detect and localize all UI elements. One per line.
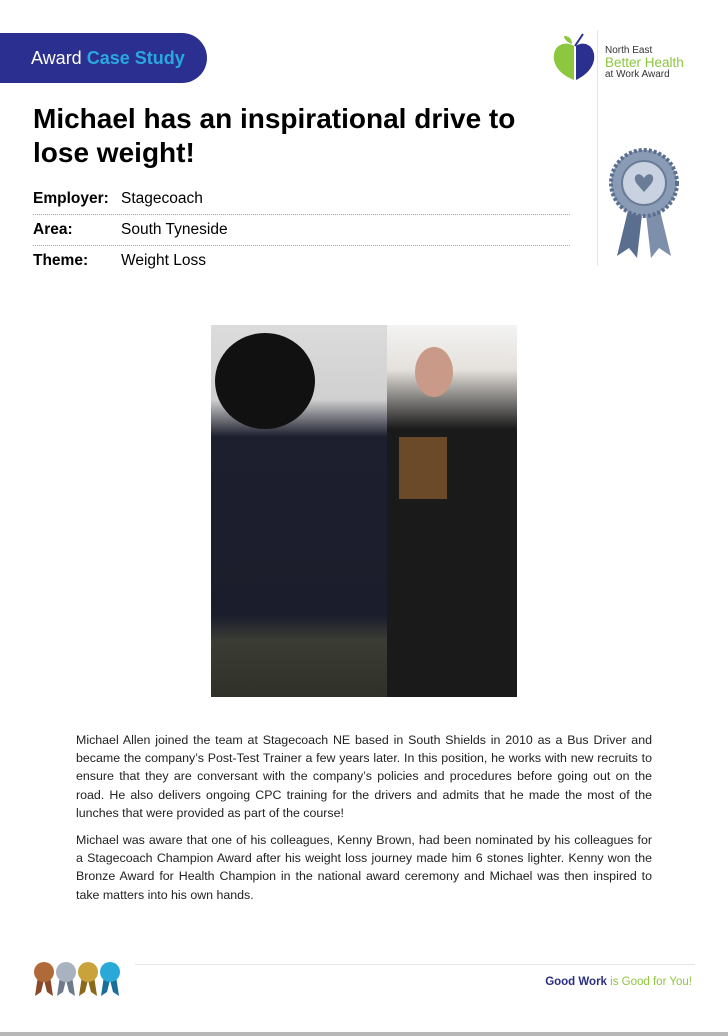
page-bottom-border [0, 1032, 728, 1036]
face [415, 347, 453, 397]
detail-value: Stagecoach [121, 190, 203, 207]
body-text [76, 731, 652, 913]
detail-label: Area: [33, 221, 73, 238]
detail-label: Theme: [33, 252, 89, 269]
award-case-study-banner [0, 33, 207, 83]
divider [597, 30, 598, 266]
before-photo [211, 325, 387, 697]
slogan-bold: Good Work [545, 976, 607, 988]
brand-line2: Better Health [605, 55, 684, 70]
helmet [215, 333, 315, 429]
brand-line3: at Work Award [605, 69, 670, 80]
banner-prefix: Award [31, 48, 82, 68]
detail-value: South Tyneside [121, 221, 228, 238]
banner-highlight: Case Study [86, 48, 185, 68]
detail-value: Weight Loss [121, 252, 207, 269]
detail-area [33, 215, 570, 246]
award-rosette-icon [609, 148, 679, 260]
apple-heart-logo-icon [550, 32, 600, 82]
after-photo [387, 325, 517, 697]
paragraph: Michael was aware that one of his colleagues, Kenny Brown, had been nominated by his colleagues for a Stagecoach Champion Award after his weight loss journey made him 6 stones lighter. Kenny won the Bronze Award for Health Champion in the national award ceremony and Michael was then inspired to take matters into his own hands. [76, 833, 652, 902]
detail-theme [33, 246, 570, 276]
book [399, 437, 447, 499]
medals-icon [32, 960, 124, 998]
page-title: Michael has an inspirational drive to lose weight! [33, 103, 516, 168]
brand-text [605, 45, 684, 80]
footer-divider [135, 964, 695, 965]
brand-line1: North East [605, 45, 653, 56]
slogan-rest: is Good for You! [606, 976, 692, 988]
footer-slogan [545, 976, 692, 988]
paragraph: Michael Allen joined the team at Stagecoach NE based in South Shields in 2010 as a Bus Driver and became the company’s Post-Test Trainer a few years later. In this position, he works with new recruits to ensure that they are conversant with the company’s policies and procedures before going out on the road. He also delivers ongoing CPC training for the drivers and admits that he made the most of the lunches that were provided as part of the course! [76, 733, 652, 820]
detail-label: Employer: [33, 190, 109, 207]
detail-employer [33, 184, 570, 215]
